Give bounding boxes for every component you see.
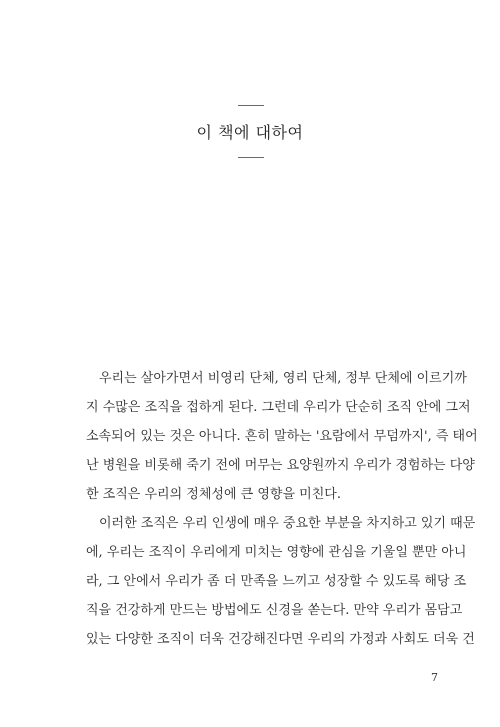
paragraph-2-line-1: 이러한 조직은 우리 인생에 매우 중요한 부분을 차지하고 있기 때문 — [99, 516, 476, 531]
paragraph-1-line-3: 소속되어 있는 것은 아니다. 흔히 말하는 '요람에서 무덤까지', 즉 태어 — [86, 429, 478, 444]
title-rule-bottom — [238, 157, 264, 158]
paragraph-1-line-2: 지 수많은 조직을 접하게 된다. 그런데 우리가 단순히 조직 안에 그저 — [86, 400, 471, 415]
paragraph-2-line-5: 있는 다양한 조직이 더욱 건강해진다면 우리의 가정과 사회도 더욱 건 — [86, 632, 475, 647]
paragraph-2-line-2: 에, 우리는 조직이 우리에게 미치는 영향에 관심을 기울일 뿐만 아니 — [86, 545, 467, 560]
paragraph-1-line-4: 난 병원을 비롯해 죽기 전에 머무는 요양원까지 우리가 경험하는 다양 — [86, 458, 475, 473]
title-rule-top — [238, 105, 264, 106]
paragraph-1-line-1: 우리는 살아가면서 비영리 단체, 영리 단체, 정부 단체에 이르기까 — [99, 371, 467, 386]
paragraph-1-line-5: 한 조직은 우리의 정체성에 큰 영향을 미친다. — [86, 487, 341, 502]
chapter-title: 이 책에 대하여 — [196, 123, 304, 142]
page-number: 7 — [431, 671, 438, 684]
paragraph-2-line-3: 라, 그 안에서 우리가 좀 더 만족을 느끼고 성장할 수 있도록 해당 조 — [86, 574, 467, 589]
paragraph-2-line-4: 직을 건강하게 만드는 방법에도 신경을 쏟는다. 만약 우리가 몸담고 — [86, 603, 463, 618]
